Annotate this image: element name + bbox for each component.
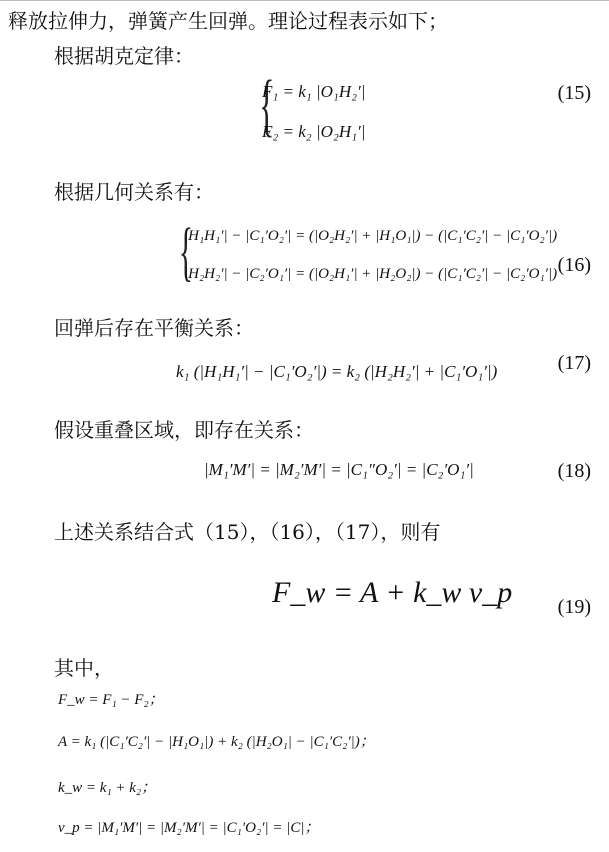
where-heading: 其中， (54, 656, 114, 680)
equation-15 (0, 67, 609, 160)
overlap-heading: 假设重叠区域，即存在关系： (54, 418, 314, 442)
definition-vp: v_p = |M₁′M′| = |M₂′M′| = |C₁′O₂′| = |C|； (58, 820, 320, 836)
equation-number-15: (15) (557, 82, 591, 104)
equation-18-body: |M₁′M′| = |M₂′M′| = |C₁″O₂′| = |C₂′O₁′| (204, 460, 474, 479)
equation-number-17: (17) (557, 352, 591, 374)
definition-a: A = k₁ (|C₁′C₂′| − |H₁O₁|) + k₂ (|H₂O₁| − |C₁′C₂′|)； (58, 734, 375, 750)
equation-16 (0, 215, 609, 302)
left-brace: { (178, 215, 193, 288)
balance-heading: 回弹后存在平衡关系： (54, 316, 254, 340)
equation-number-18: (18) (557, 460, 591, 482)
equation-15-line-2: F₂ = k₂ |O₂H₁′| (262, 122, 366, 141)
left-brace: { (259, 67, 275, 144)
geometry-heading: 根据几何关系有： (54, 180, 214, 204)
definition-kw: k_w = k₁ + k₂； (58, 780, 157, 796)
top-rule (0, 0, 609, 1)
equation-18 (0, 452, 609, 492)
equation-16-line-1: |H₁H₁′| − |C₁′O₂′| = (|O₂H₂′| + |H₁O₁|) − (|C₁′C₂′| − |C₁′O₂′|) (184, 228, 558, 244)
equation-17-body: k₁ (|H₁H₁′| − |C₁′O₂′|) = k₂ (|H₂H₂′| + |C₁′O₁′|) (176, 362, 498, 381)
hooke-law-heading: 根据胡克定律： (54, 44, 194, 68)
equation-number-19: (19) (557, 596, 591, 618)
intro-line: 释放拉伸力，弹簧产生回弹。理论过程表示如下； (8, 9, 448, 33)
equation-19-body: F_w = A + k_w v_p (272, 576, 513, 609)
equation-number-16: (16) (557, 254, 591, 276)
equation-17 (0, 352, 609, 392)
equation-16-line-2: |H₂H₂′| − |C₂′O₁′| = (|O₂H₁′| + |H₂O₂|) − (|C₁′C₂′| − |C₂′O₁′|) (184, 266, 558, 282)
equation-19 (0, 572, 609, 628)
equation-15-line-1: F₁ = k₁ |O₁H₂′| (262, 82, 366, 101)
definition-fw: F_w = F₁ − F₂； (58, 692, 164, 708)
combine-line: 上述关系结合式（15），（16），（17），则有 (54, 520, 441, 544)
